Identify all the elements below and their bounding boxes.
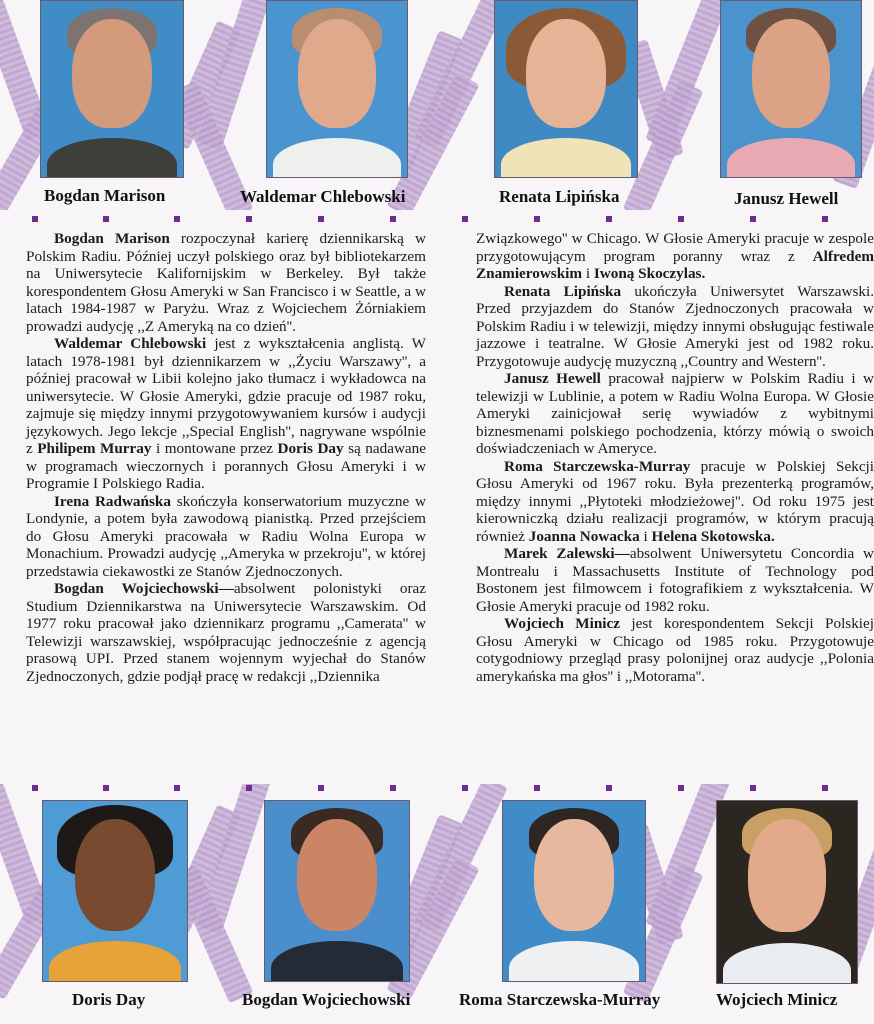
bio-text: są nadawane w programach wieczornych i porannych Głosu Ameryki i w Programie I Polskiego Radia. [26,440,427,492]
separator-dot [822,785,828,791]
bio-name-bold: Joanna Nowacka [528,527,640,545]
photo-renata-lipinska [494,0,638,178]
separator-dot [750,785,756,791]
text-column-right [476,230,874,685]
bio-text: absolwent Uniwersytetu Concordia w Montrealu i Massachusetts Institute of Technology pod Bostonem jest filmowcem i fotografikiem z wykształcenia. W Głosie Ameryki pracuje od 1982 roku. [476,545,874,615]
bio-name-bold: Bogdan Wojciechowski— [54,580,234,597]
bio-text: Związkowego'' w Chicago. W Głosie Ameryki pracuje w zespole przygotowującym program poranny wraz z [476,230,874,265]
separator-dot [462,216,468,222]
caption-name: Wojciech Minicz [716,990,838,1009]
bio-paragraph [26,493,426,581]
bio-paragraph [26,335,426,493]
separator-dot [678,216,684,222]
photo-bogdan-marison [40,0,184,178]
separator-dot [822,216,828,222]
bio-text: jest z wykształcenia anglistą. W latach 1978-1981 był dziennikarzem w ,,Życiu Warszawy'', a później pracował w Libii kolejno jako tłumacz i wykładowca na uniwersytecie. W Głosie Ameryki, gdzie pracuje od 1987 roku, zajmuje się między innymi przygotowywaniem kursów i audycji językowych. Jego lekcje ,,Special English'', nagrywane wspólnie z [26,335,426,457]
separator-dot [174,216,180,222]
separator-dot [318,785,324,791]
caption-name: Bogdan Wojciechowski [242,990,411,1009]
separator-dot [462,785,468,791]
separator-dot [534,216,540,222]
text-column-left [26,230,426,685]
photo-wojciech-minicz [716,800,858,984]
separator-dot [103,785,109,791]
separator-dot [174,785,180,791]
bio-text: i [639,527,652,545]
bio-text: pracuje w Polskiej Sekcji Głosu Ameryki od 1967 roku. Była prezenterką programów, między innymi ,,Płytoteki młodzieżowej''. Od roku 1975 jest kierowniczką działu realizacji programów, w którym pracują również [476,457,874,545]
caption-name: Waldemar Chlebowski [240,187,406,206]
photo-janusz-hewell [720,0,862,178]
bio-text: ukończyła Uniwersytet Warszawski. Przed przyjazdem do Stanów Zjednoczonych pracowała w Polskim Radiu i w telewizji, między innymi obsługując festiwale jazzowe i teatralne. W Głosie Ameryki jest od 1982 roku. Przygotowuje audycję muzyczną ,,Country and Western''. [476,282,874,370]
separator-dot [606,216,612,222]
bio-paragraph [26,580,426,685]
bio-name-bold: Bogdan Marison [54,230,170,247]
separator-dot [678,785,684,791]
bio-name-bold: Helena Skotowska. [651,527,775,545]
photo-waldemar-chlebowski [266,0,408,178]
caption-name: Bogdan Marison [44,186,166,205]
separator-dot [246,216,252,222]
bio-name-bold: Irena Radwańska [54,492,171,510]
bio-text: absolwent polonistyki oraz Studium Dziennikarstwa na Uniwersytecie Warszawskim. Od 1977 roku pracował jako dziennikarz programu ,,Camerata'' w Telewizji warszawskiej, współpracując jednocześnie z agencją prasową UPI. Przed stanem wojennym wyjechał do Stanów Zjednoczonych, gdzie podjął pracę w redakcji ,,Dziennika [26,580,426,685]
dot-separator-bottom [0,783,874,793]
bio-text: skończyła konserwatorium muzyczne w Londynie, a potem była zawodową pianistką. Przed przejściem do Głosu Ameryki pracowała w Radiu Wolna Europa w Monachium. Prowadzi audycję ,,Ameryka w przekroju'', w której przedstawia ciekawostki ze Stanów Zjednoczonych. [26,492,426,580]
photo-roma-starczewska-murray [502,800,646,982]
separator-dot [246,785,252,791]
separator-dot [32,785,38,791]
bio-text: i [582,265,594,282]
caption-name: Roma Starczewska-Murray [459,990,661,1009]
photo-doris-day [42,800,188,982]
bio-name-bold: Iwoną Skoczylas. [593,265,706,282]
separator-dot [750,216,756,222]
bio-name-bold: Philipem Murray [37,440,152,457]
bio-paragraph [476,370,874,458]
separator-dot [534,785,540,791]
bio-name-bold: Doris Day [277,440,344,457]
separator-dot [606,785,612,791]
bio-text: jest korespondentem Sekcji Polskiej Głosu Ameryki w Chicago od 1985 roku. Przygotowuje cotygodniowy przegląd prasy polonijnej oraz audycje ,,Polonia amerykańska ma głos'' i ,,Motorama''. [476,615,874,685]
photo-bogdan-wojciechowski [264,800,410,982]
caption-name: Janusz Hewell [734,189,839,208]
separator-dot [318,216,324,222]
bio-paragraph [476,283,874,371]
bio-name-bold: Marek Zalewski— [504,545,630,562]
bio-name-bold: Roma Starczewska-Murray [504,457,691,475]
bio-paragraph [476,545,874,615]
bio-name-bold: Alfredem Znamierowskim [476,247,874,282]
caption-name: Renata Lipińska [499,187,620,206]
bio-text: pracował najpierw w Polskim Radiu i w telewizji w Lublinie, a potem w Radiu Wolna Europa. W Głosie Ameryki zainicjował serię wywiadów z wybitnymi biznesmenami polskiego pochodzenia, którzy mówią o swoich doświadczeniach w Ameryce. [476,370,874,457]
separator-dot [32,216,38,222]
bio-text: i montowane przez [151,440,278,457]
bio-paragraph [476,230,874,283]
separator-dot [390,216,396,222]
bio-name-bold: Wojciech Minicz [504,615,620,632]
bio-paragraph [476,458,874,546]
bio-paragraph [26,230,426,335]
separator-dot [390,785,396,791]
bio-name-bold: Renata Lipińska [504,282,622,300]
dot-separator-top [0,214,874,224]
bio-text: rozpoczynał karierę dziennikarską w Polskim Radiu. Później uczył polskiego oraz był bibliotekarzem na Uniwersytecie Kalifornijskim w Berkeley. Był także korespondentem Głosu Ameryki w San Francisco i w Seattle, a w latach 1984-1987 w Paryżu. Wraz z Wojciechem Żórniakiem prowadzi audycję ,,Z Ameryką na co dzień''. [26,230,426,335]
caption-name: Doris Day [72,990,146,1009]
separator-dot [103,216,109,222]
bio-name-bold: Waldemar Chlebowski [54,335,207,352]
bio-name-bold: Janusz Hewell [504,370,601,387]
bio-paragraph [476,615,874,685]
